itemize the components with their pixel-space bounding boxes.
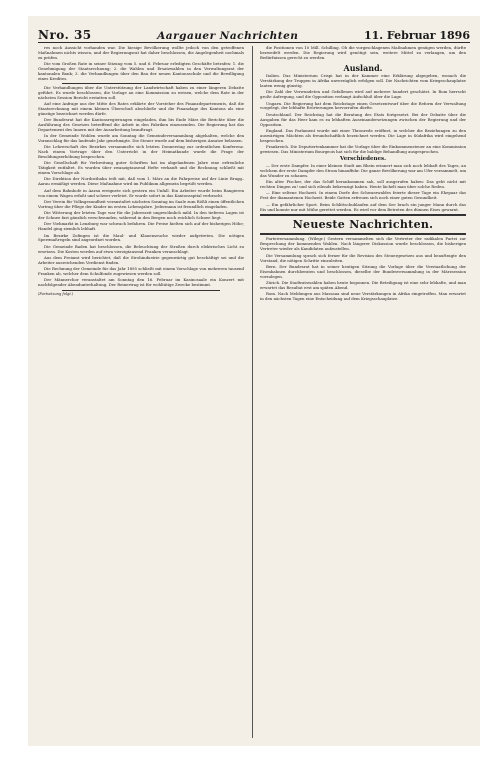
article-paragraph: — Eine seltene Hochzeit. In einem Dorfe des Schwarzwaldes feierte dieser Tage ein Ehepaar das Fest der diamantenen Hochzeit. Beide Gatten erfreuen sich noch einer guten Gesundheit. bbox=[260, 190, 466, 201]
divider-rule bbox=[260, 214, 466, 216]
article-paragraph: Italien. Das Ministerium Crispi hat in der Kammer eine Erklärung abgegeben, wonach die Verstärkung der Truppen in Afrika unverzüglich erfolgen soll. Die Nachrichten vom Kriegsschauplatze lauten wenig günstig. bbox=[260, 73, 466, 89]
left-column bbox=[38, 46, 244, 738]
article-paragraph: Ein alter Fischer, der das Schiff herankommen sah, soll ausgerufen haben: Das geht nicht mit rechten Dingen zu! und sich eilends bekreuzigt haben. Heute lächelt man über solche Reden. bbox=[260, 179, 466, 190]
article-paragraph: Die Lehrerschaft des Bezirkes versammelte sich letzten Donnerstag zur ordentlichen Konferenz. Nach einem Vortrage über den Unterricht in der Heimatkunde wurde die Frage der Besoldungserhöhung besprochen. bbox=[38, 144, 244, 160]
article-paragraph: res noch Aussicht vorhanden war. Die hiesige Bevölkerung wollte jedoch von den getroffenen Maßnahmen nichts wissen, und der Regierungsrat hat daher beschlossen, die Angelegenheit nochmals zu prüfen. bbox=[38, 46, 244, 60]
newspaper-page bbox=[28, 16, 480, 746]
article-paragraph: — Der erste Dampfer. In einer kleinen Stadt am Rhein erinnert man sich noch lebhaft des Tages, an welchem der erste Dampfer den Strom hinauffuhr. Die ganze Bevölkerung war am Ufer versammelt, um das Wunder zu schauen. bbox=[260, 163, 466, 178]
article-paragraph: Die Rechnung der Gemeinde für das Jahr 1895 schließt mit einem Vorschlage von mehreren tausend Franken ab, welcher dem Schulfonde zugewiesen werden soll. bbox=[38, 266, 244, 277]
footnote: (Fortsetzung folgt.) bbox=[38, 292, 74, 297]
article-paragraph: Rom. Nach Meldungen aus Massaua sind neue Verstärkungen in Afrika eingetroffen. Man erwartet in den nächsten Tagen eine Entscheidung auf dem Kriegsschauplatze. bbox=[260, 291, 466, 302]
article-paragraph: Die Zahl der Verwundeten und Gefallenen wird auf mehrere hundert geschätzt. In Rom herrscht große Aufregung, und die Opposition verlangt Aufschluß über die Lage. bbox=[260, 89, 466, 100]
issue-number: Nro. 35 bbox=[38, 28, 92, 42]
article-paragraph: Der Viehmarkt in Lenzburg war schwach befahren. Die Preise hielten sich auf der bisherigen Höhe; Handel ging ziemlich lebhaft. bbox=[38, 221, 244, 232]
article-paragraph: Die vom Großen Rate in seiner Sitzung vom 5. und 6. Februar erledigten Geschäfte betrafen: 1. die Genehmigung der Staatsrechnung; 2. die Wahlen und Ersatzwahlen in den Verwaltungsrat der kantonalen Bank; 3. die Verhandlungen über den Bau der neuen Kantonsschule und die Bewilligung eines Kredites. bbox=[38, 61, 244, 81]
article-paragraph: Im Bezirke Zofingen ist die Maul- und Klauenseuche wieder aufgetreten. Die nötigen Sperrmaßregeln sind angeordnet worden. bbox=[38, 232, 244, 243]
article-paragraph: Die Witterung der letzten Tage war für die Jahreszeit ungewöhnlich mild. In den tieferen Lagen ist der Schnee fast gänzlich verschwunden, während in den Bergen noch reichlich Schnee liegt. bbox=[38, 210, 244, 220]
article-paragraph: Die Verhandlungen über die Unterstützung der Landwirtschaft haben zu einer längeren Debatte geführt. Es wurde beschlossen, die Vorlage an eine Kommission zu weisen, welche dem Rate in der nächsten Session Bericht erstatten soll. bbox=[38, 84, 244, 100]
article-paragraph: Parteiversammlung. (Wilegr.) Gestern versammelten sich die Vertreter der radikalen Partei zur Besprechung der kommenden Wahlen. Nach längerer Diskussion wurde beschlossen, die bisherigen Vertreter wieder als Kandidaten aufzustellen. bbox=[260, 236, 466, 252]
section-heading-ausland: Ausland. bbox=[343, 62, 383, 73]
section-heading-neueste-nachrichten: Neueste Nachrichten. bbox=[292, 218, 434, 232]
article-paragraph: Der Verein für Volksgesundheit veranstaltet nächsten Sonntag im Saale zum Rößli einen öffentlichen Vortrag über die Pflege der Kinder im ersten Lebensjahre. Jedermann ist freundlich eingeladen. bbox=[38, 198, 244, 209]
article-paragraph: England. Das Parlament wurde mit einer Thronrede eröffnet, in welcher die Beziehungen zu den auswärtigen Mächten als freundschaftlich bezeichnet werden. Die Lage in Südafrika wird eingehend besprochen. bbox=[260, 127, 466, 143]
article-paragraph: Bern. Der Bundesrat hat in seiner heutigen Sitzung die Vorlage über die Verstaatlichung der Eisenbahnen durchberaten und beschlossen, dieselbe der Bundesversammlung in der Märzsession vorzulegen. bbox=[260, 263, 466, 279]
article-paragraph: Auf dem Bahnhofe in Aarau ereignete sich gestern ein Unfall. Ein Arbeiter wurde beim Rangieren von einem Wagen erfaßt und schwer verletzt. Er wurde sofort in das Kantonsspital verbracht. bbox=[38, 187, 244, 198]
section-heading-verschiedenes: Verschiedenes. bbox=[339, 156, 387, 163]
article-paragraph: Die Gemeinde Baden hat beschlossen, die Beleuchtung der Straßen durch elektrisches Licht zu ersetzen. Die Kosten werden auf etwa vierzigtausend Franken veranschlagt. bbox=[38, 243, 244, 254]
article-paragraph: Auf eine Anfrage aus der Mitte des Rates erklärte der Vorsteher des Finanzdepartements, daß die Staatsrechnung mit einem kleinen Überschuß abschließe und die Finanzlage des Kantons als eine günstige bezeichnet werden dürfe. bbox=[38, 100, 244, 116]
right-column bbox=[260, 46, 466, 738]
masthead bbox=[38, 20, 470, 43]
article-paragraph: Der Bundesrat hat die Kantonsregierungen eingeladen, ihm bis Ende März die Berichte über die Ausführung des Gesetzes betreffend die Arbeit in den Fabriken einzusenden. Die Regierung hat das Departement des Innern mit der Ausarbeitung beauftragt. bbox=[38, 116, 244, 132]
article-paragraph: die Positionen von 10 Mill. Schilling. Ob die vorgeschlagenen Maßnahmen genügen werden, dürfte bezweifelt werden. Die Regierung wird genötigt sein, weitere Mittel zu verlangen, um den Bedürfnissen gerecht zu werden. bbox=[260, 46, 466, 60]
article-paragraph: In der Gemeinde Wohlen wurde am Sonntag die Gemeindeversammlung abgehalten, welche den Voranschlag für das laufende Jahr genehmigte. Die Steuer wurde auf dem bisherigen Ansatze belassen. bbox=[38, 133, 244, 143]
issue-date: 11. Februar 1896 bbox=[363, 29, 470, 42]
article-paragraph: Zürich. Die Stadtratswahlen haben heute begonnen. Die Beteiligung ist eine sehr lebhafte, und man erwartet das Resultat erst am späten Abend. bbox=[260, 279, 466, 290]
article-paragraph: Deutschland. Der Reichstag hat die Beratung des Etats fortgesetzt. Bei der Debatte über die Ausgaben für das Heer kam es zu lebhaften Auseinandersetzungen zwischen der Regierung und der Opposition. bbox=[260, 111, 466, 127]
article-paragraph: — Ein gefährlicher Sport. Beim Schlittschuhlaufen auf dem See brach ein junger Mann durch das Eis und konnte nur mit Mühe gerettet werden. Es wird vor dem Betreten des dünnen Eises gewarnt. bbox=[260, 201, 466, 212]
paper-title: Aargauer Nachrichten bbox=[157, 30, 299, 42]
article-paragraph: Frankreich. Die Deputiertenkammer hat die Vorlage über die Einkommensteuer an eine Kommission gewiesen. Das Ministerium Bourgeois hat sich für die baldige Behandlung ausgesprochen. bbox=[260, 143, 466, 154]
article-paragraph: Die Direktion der Nordostbahn teilt mit, daß vom 1. März an die Fahrpreise auf der Linie Brugg–Aarau ermäßigt werden. Diese Maßnahme wird im Publikum allgemein begrüßt werden. bbox=[38, 176, 244, 187]
divider-rule bbox=[260, 233, 466, 235]
article-paragraph: Aus dem Freiamt wird berichtet, daß die Strohindustrie gegenwärtig gut beschäftigt sei und die Arbeiter ausreichenden Verdienst finden. bbox=[38, 254, 244, 265]
article-paragraph: Die Versammlung sprach sich ferner für die Revision des Steuergesetzes aus und beauftragte den Vorstand, die nötigen Schritte einzuleiten. bbox=[260, 252, 466, 263]
article-paragraph: Der Männerchor veranstaltet am Sonntag den 16. Februar im Kasinosaale ein Konzert mit nachfolgender Abendunterhaltung. Der Reinertrag ist für wohltätige Zwecke bestimmt. bbox=[38, 277, 244, 288]
column-divider bbox=[252, 46, 253, 738]
divider-rule bbox=[62, 290, 220, 291]
article-paragraph: Ungarn. Die Regierung hat dem Reichstage einen Gesetzentwurf über die Reform der Verwaltung vorgelegt, der lebhafte Erörterungen hervorrufen dürfte. bbox=[260, 100, 466, 111]
article-paragraph: Die Gesellschaft für Verbreitung guter Schriften hat im abgelaufenen Jahre eine erfreuliche Tätigkeit entfaltet. Es wurden über zwanzigtausend Hefte verkauft und die Rechnung schließt mit einem Vorschlage ab. bbox=[38, 160, 244, 176]
